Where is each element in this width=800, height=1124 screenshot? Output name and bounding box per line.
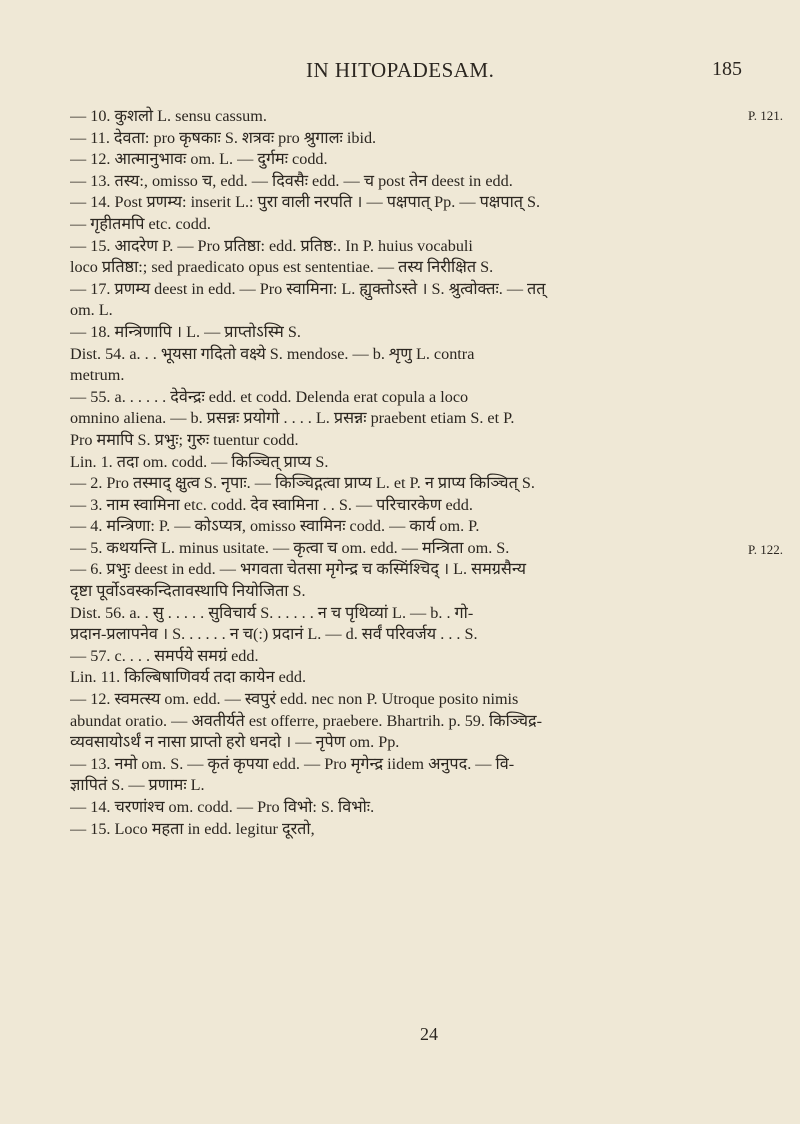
margin-ref-p121: P. 121. bbox=[748, 108, 784, 123]
apparatus-line: — 6. प्रभुः deest in edd. — भगवता चेतसा मृगेन्द्र च कस्मिंश्चिद् । L. समग्रसैन्य bbox=[70, 560, 527, 579]
apparatus-line: Lin. 1. तदा om. codd. — किञ्चित् प्राप्य S. bbox=[70, 452, 329, 471]
apparatus-line: Dist. 54. a. . . भूयसा गदितो वक्ष्ये S. mendose. — b. शृणु L. contra bbox=[70, 344, 475, 363]
critical-apparatus bbox=[70, 106, 730, 840]
apparatus-line: Dist. 56. a. . सु . . . . . सुविचार्य S. . . . . . न च पृथिव्यां L. — b. . गो- bbox=[70, 603, 474, 622]
apparatus-line: दृष्टा पूर्वोऽवस्कन्दितावस्थापि नियोजिता S. bbox=[70, 582, 306, 601]
apparatus-line: om. L. bbox=[70, 301, 113, 320]
apparatus-line: व्यवसायोऽर्थं न नासा प्राप्तो हरो धनदो । — नृपेण om. Pp. bbox=[70, 733, 400, 752]
apparatus-line: — 13. नमो om. S. — कृतं कृपया edd. — Pro मृगेन्द्र iidem अनुपद. — वि- bbox=[70, 754, 515, 773]
apparatus-line: Pro ममापि S. प्रभुः; गुरुः tuentur codd. bbox=[70, 430, 299, 449]
apparatus-line: ज्ञापितं S. — प्रणामः L. bbox=[70, 776, 205, 795]
apparatus-line: metrum. bbox=[70, 366, 125, 385]
apparatus-line: — 57. c. . . . समर्पये समग्रं edd. bbox=[70, 646, 259, 665]
apparatus-line: — 18. मन्त्रिणापि । L. — प्राप्तोऽस्मि S. bbox=[70, 322, 301, 341]
apparatus-line: — 10. कुशलो L. sensu cassum. bbox=[70, 107, 267, 125]
apparatus-line: — 14. चरणांश्च om. codd. — Pro विभो: S. विभोः. bbox=[70, 798, 375, 816]
apparatus-line: — 2. Pro तस्माद् क्षुत्व S. नृपाः. — किञ्चिद्गत्वा प्राप्य L. et P. न प्राप्य किञ्चित् S. bbox=[70, 474, 535, 493]
apparatus-line: loco प्रतिष्ठा:; sed praedicato opus est sententiae. — तस्य निरीक्षित S. bbox=[70, 258, 494, 277]
apparatus-line: — 14. Post प्रणम्य: inserit L.: पुरा वाली नरपति । — पक्षपात् Pp. — पक्षपात् S. bbox=[70, 193, 541, 212]
apparatus-line: — गृहीतमपि etc. codd. bbox=[70, 214, 211, 233]
apparatus-line: omnino aliena. — b. प्रसन्नः प्रयोगो . . . . L. प्रसन्नः praebent etiam S. et P. bbox=[70, 409, 515, 428]
apparatus-line: — 15. आदरेण P. — Pro प्रतिष्ठा: edd. प्रतिष्ठ:. In P. huius vocabuli bbox=[70, 236, 473, 255]
apparatus-line: — 15. Loco महता in edd. legitur दूरतो, bbox=[70, 819, 315, 838]
apparatus-line: — 5. कथयन्ति L. minus usitate. — कृत्वा च om. edd. — मन्त्रिता om. S. bbox=[70, 538, 510, 557]
apparatus-line: abundat oratio. — अवतीर्यते est offerre, praebere. Bhartrih. p. 59. किञ्चिद्र- bbox=[70, 711, 542, 730]
page-number: 185 bbox=[712, 58, 742, 80]
apparatus-line: — 12. आत्मानुभावः om. L. — दुर्गमः codd. bbox=[70, 150, 328, 169]
signature-mark: 24 bbox=[420, 1024, 438, 1044]
apparatus-line: — 3. नाम स्वामिना etc. codd. देव स्वामिना . . S. — परिचारकेण edd. bbox=[70, 495, 473, 514]
apparatus-line: — 4. मन्त्रिणा: P. — कोऽप्यत्र, omisso स्वामिनः codd. — कार्य om. P. bbox=[70, 517, 480, 536]
apparatus-line: Lin. 11. किल्बिषाणिवर्य तदा कायेन edd. bbox=[70, 668, 307, 687]
running-header bbox=[0, 58, 800, 88]
running-title: IN HITOPADESAM. bbox=[306, 58, 495, 82]
apparatus-line: — 11. देवता: pro कृषकाः S. शत्रवः pro श्रुगालः ibid. bbox=[70, 128, 377, 147]
apparatus-line: प्रदान-प्रलापनेव । S. . . . . . न च(:) प्रदानं L. — d. सर्वं परिवर्जय . . . S. bbox=[70, 625, 478, 644]
apparatus-line: — 17. प्रणम्य deest in edd. — Pro स्वामिना: L. ह्युक्तोऽस्ते । S. श्रुत्वोक्तः. — तत् bbox=[70, 279, 546, 298]
apparatus-line: — 55. a. . . . . . देवेन्द्रः edd. et codd. Delenda erat copula a loco bbox=[70, 387, 469, 406]
apparatus-line: — 13. तस्य:, omisso च, edd. — दिवसैः edd. — च post तेन deest in edd. bbox=[70, 171, 513, 190]
apparatus-line: — 12. स्वमत्स्य om. edd. — स्वपुरं edd. nec non P. Utroque posito nimis bbox=[70, 690, 519, 709]
margin-ref-p122: P. 122. bbox=[748, 542, 784, 557]
